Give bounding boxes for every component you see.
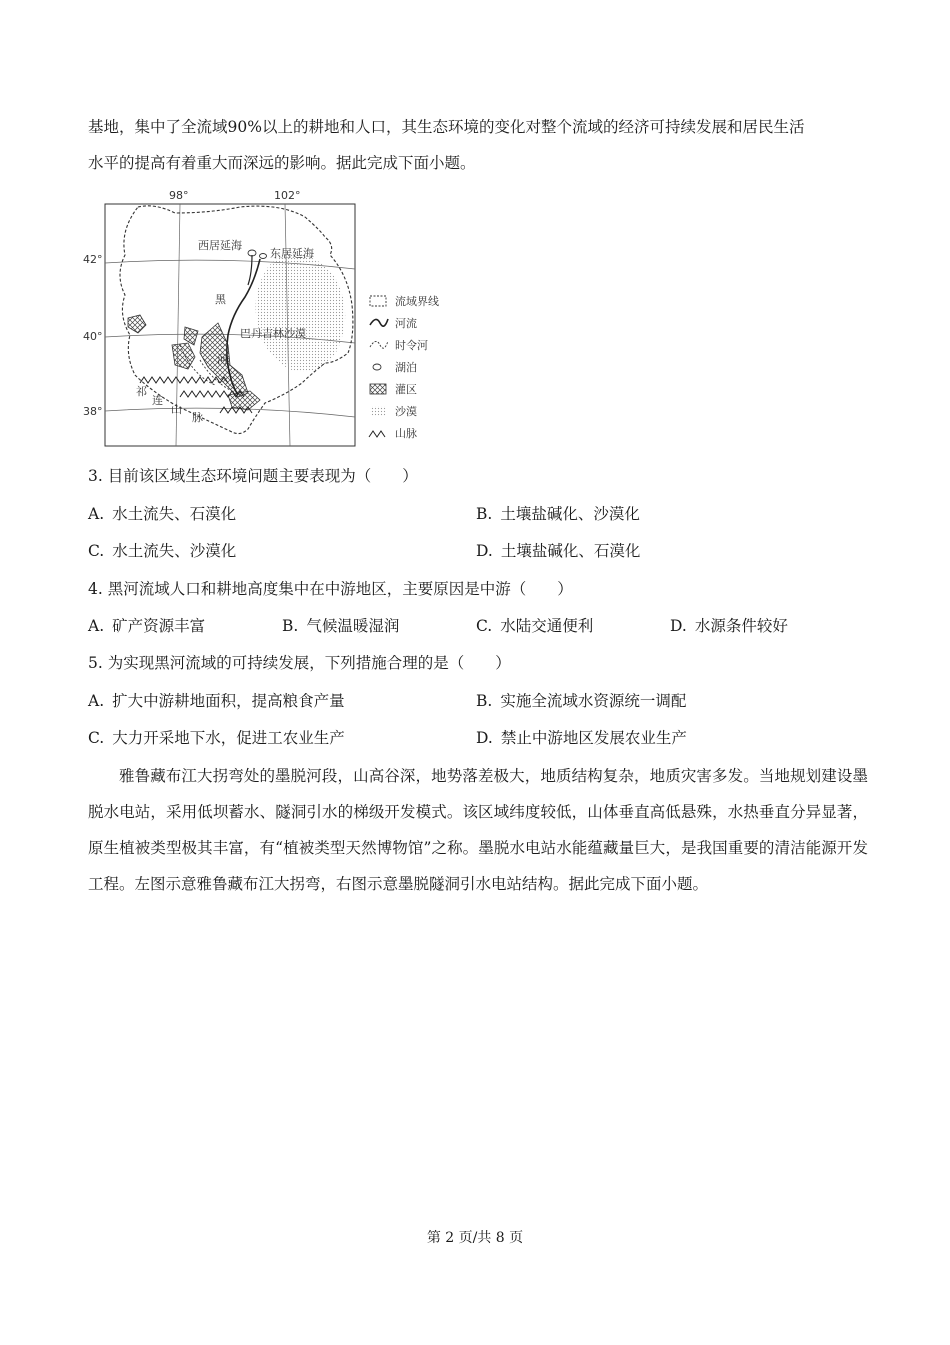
question-5-option-d[interactable] [476, 727, 687, 749]
option-label: B. [476, 692, 493, 710]
question-3-option-b[interactable] [476, 503, 640, 525]
option-label: A. [88, 505, 105, 523]
desert-icon [370, 406, 386, 416]
question-4-stem: 4. 黑河流域人口和耕地高度集中在中游地区，主要原因是中游（ ） [88, 580, 573, 598]
option-text: 水土流失、沙漠化 [112, 542, 237, 560]
option-text: 禁止中游地区发展农业生产 [500, 729, 687, 747]
river-icon [370, 319, 388, 326]
heihe-basin-map [80, 185, 480, 455]
qilian-mountains [140, 377, 228, 383]
lake-icon [373, 364, 381, 370]
option-label: C. [88, 729, 105, 747]
label-river-char: 黑 [215, 293, 226, 306]
lon-label-98: 98° [169, 189, 189, 202]
question-5-option-b[interactable] [476, 690, 686, 712]
legend-desert: 沙漠 [395, 405, 417, 418]
question-4-option-d[interactable] [670, 615, 788, 637]
lat-label-42: 42° [83, 253, 103, 266]
irrigation-area [128, 315, 146, 333]
legend-lake: 湖泊 [395, 361, 417, 374]
river-branch [248, 255, 252, 285]
label-mountain-char: 脉 [192, 411, 203, 424]
lon-label-102: 102° [274, 189, 301, 202]
question-4-option-a[interactable] [88, 615, 205, 637]
label-mountain-char: 山 [171, 403, 182, 416]
question-3-option-d[interactable] [476, 540, 640, 562]
page-footer: 第 2 页/共 8 页 [426, 1230, 524, 1246]
east-juyan-lake [260, 254, 267, 259]
option-label: C. [476, 617, 493, 635]
boundary-icon [370, 296, 386, 306]
option-text: 大力开采地下水，促进工农业生产 [112, 729, 345, 747]
mountain-icon [369, 431, 385, 437]
option-label: D. [476, 542, 493, 560]
lat-label-38: 38° [83, 405, 103, 418]
intro-line-1: 基地，集中了全流域90%以上的耕地和人口，其生态环境的变化对整个流域的经济可持续发展和居民生活 [88, 118, 805, 136]
intro-line-2: 水平的提高有着重大而深远的影响。据此完成下面小题。 [88, 154, 476, 172]
option-text: 土壤盐碱化、石漠化 [500, 542, 641, 560]
option-text: 土壤盐碱化、沙漠化 [500, 505, 640, 523]
question-5-stem: 5. 为实现黑河流域的可持续发展，下列措施合理的是（ ） [88, 654, 511, 672]
option-label: A. [88, 617, 105, 635]
question-4-option-b[interactable] [282, 615, 399, 637]
label-river-char: 河 [217, 353, 228, 366]
option-label: C. [88, 542, 105, 560]
option-text: 气候温暖湿润 [306, 617, 400, 635]
question-3-option-c[interactable] [88, 540, 236, 562]
question-5-option-c[interactable] [88, 727, 345, 749]
label-east-juyan: 东居延海 [270, 247, 314, 260]
legend-river: 河流 [395, 317, 417, 330]
question-3-option-a[interactable] [88, 503, 236, 525]
passage-medog: 雅鲁藏布江大拐弯处的墨脱河段，山高谷深，地势落差极大，地质结构复杂，地质灾害多发。当地规划建设墨脱水电站，采用低坝蓄水、隧洞引水的梯级开发模式。该区域纬度较低，山体垂直高低悬殊，水热垂直分异显著，原生植被类型极其丰富，有“植被类型天然博物馆”之称。墨脱水电站水能蕴藏量巨大，是我国重要的清洁能源开发工程。左图示意雅鲁藏布江大拐弯，右图示意墨脱隧洞引水电站结构。据此完成下面小题。 [88, 767, 868, 893]
question-3-stem: 3. 目前该区域生态环境问题主要表现为（ ） [88, 467, 418, 485]
irrigation-area [172, 343, 195, 369]
option-text: 水土流失、石漠化 [112, 505, 237, 523]
label-desert: 巴丹吉林沙漠 [240, 327, 306, 340]
legend-boundary: 流域界线 [395, 295, 439, 308]
lat-label-40: 40° [83, 330, 103, 343]
label-west-juyan: 西居延海 [198, 239, 242, 252]
option-text: 实施全流域水资源统一调配 [500, 692, 687, 710]
option-label: B. [476, 505, 493, 523]
option-text: 水源条件较好 [694, 617, 788, 635]
option-label: B. [282, 617, 299, 635]
option-label: A. [88, 692, 105, 710]
irrigation-area [228, 391, 260, 410]
badain-jaran-desert [256, 253, 346, 372]
label-mountain-char: 连 [152, 394, 163, 407]
irrigation-icon [370, 384, 386, 394]
option-label: D. [670, 617, 687, 635]
option-text: 矿产资源丰富 [112, 617, 206, 635]
irrigation-area [184, 327, 198, 345]
legend-irrigation: 灌区 [395, 383, 417, 396]
option-text: 水陆交通便利 [500, 617, 594, 635]
question-4-option-c[interactable] [476, 615, 593, 637]
question-5-option-a[interactable] [88, 690, 345, 712]
seasonal-river-icon [370, 341, 388, 348]
legend-mountain: 山脉 [395, 427, 417, 440]
option-label: D. [476, 729, 493, 747]
label-mountain-char: 祁 [136, 385, 147, 398]
option-text: 扩大中游耕地面积，提高粮食产量 [112, 692, 345, 710]
legend-seasonal-river: 时令河 [395, 339, 428, 352]
